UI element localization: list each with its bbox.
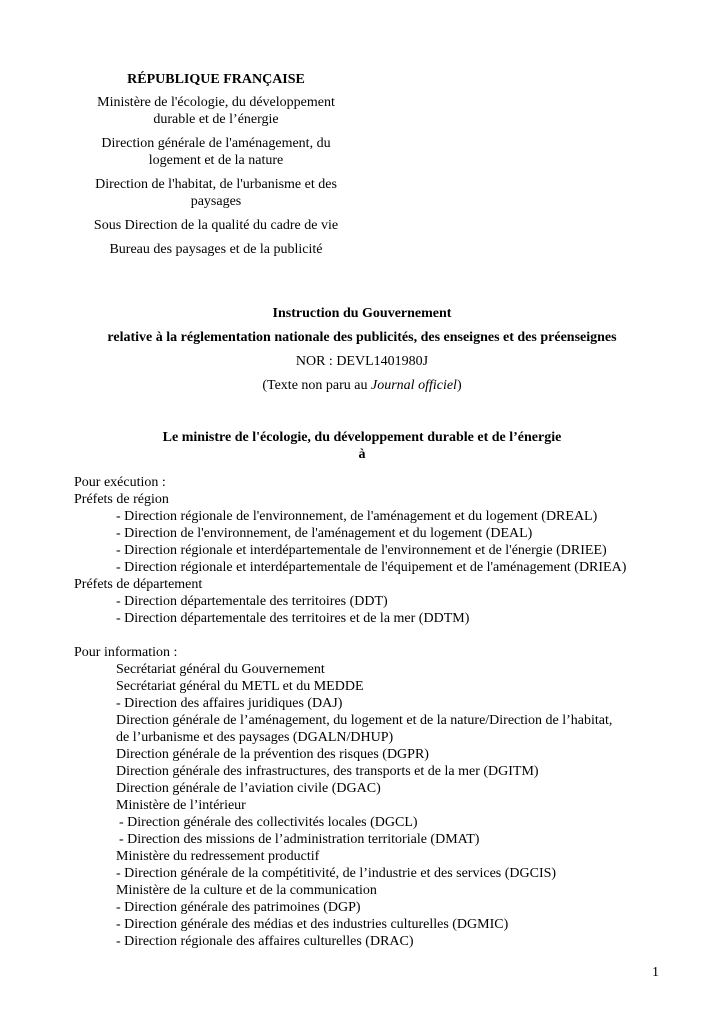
region-prefects-label: Préfets de région [74,492,169,507]
list-item: Ministère de l’intérieur [116,798,246,813]
department-prefects-label: Préfets de département [74,577,203,592]
list-item: Direction générale des infrastructures, des transports et de la mer (DGITM) [116,764,539,779]
page-number: 1 [652,965,659,980]
list-item: - Direction régionale et interdépartementale de l'environnement et de l'énergie (DRIEE) [116,543,607,558]
nor-reference: NOR : DEVL1401980J [295,354,429,369]
republic-title: RÉPUBLIQUE FRANÇAISE [127,72,305,87]
list-item: - Direction des missions de l’administration territoriale (DMAT) [119,832,480,847]
list-item: - Direction régionale et interdépartementale de l'équipement et de l'aménagement (DRIEA) [116,560,627,575]
spacer [74,627,714,644]
ministry-name: Ministère de l'écologie, du développement durable et de l’énergie [97,95,335,127]
list-item: Direction générale de l’aménagement, du logement et de la nature/Direction de l’habitat, [116,713,613,728]
journal-name: Journal officiel [371,378,457,393]
list-item: - Direction régionale de l'environnement, de l'aménagement et du logement (DREAL) [116,509,598,524]
directorate-general: Direction générale de l'aménagement, du logement et de la nature [101,136,331,168]
list-item: Direction générale de l’aviation civile (DGAC) [116,781,381,796]
list-item: de l’urbanisme et des paysages (DGALN/DHUP) [116,730,394,745]
list-item: - Direction régionale des affaires culturelles (DRAC) [116,934,414,949]
instruction-title: Instruction du Gouvernement [272,306,452,321]
list-item: - Direction générale de la compétitivité, de l’industrie et des services (DGCIS) [116,866,557,881]
execution-heading: Pour exécution : [74,475,166,490]
list-item: - Direction départementale des territoires et de la mer (DDTM) [116,611,470,626]
list-item: - Direction générale des médias et des industries culturelles (DGMIC) [116,917,509,932]
list-item: Secrétariat général du METL et du MEDDE [116,679,364,694]
issuer-header [80,71,352,265]
addressee-to: à [358,447,366,462]
list-item: - Direction des affaires juridiques (DAJ) [116,696,343,711]
list-item: - Direction générale des patrimoines (DGP) [116,900,361,915]
publication-note: (Texte non paru au Journal officiel) [262,378,462,393]
list-item: - Direction de l'environnement, de l'aménagement et du logement (DEAL) [116,526,533,541]
list-item: Ministère du redressement productif [116,849,320,864]
bureau: Bureau des paysages et de la publicité [109,242,323,257]
list-item: Ministère de la culture et de la communication [116,883,377,898]
sub-directorate: Sous Direction de la qualité du cadre de vie [93,218,339,233]
list-item: Secrétariat général du Gouvernement [116,662,325,677]
list-item: - Direction départementale des territoires (DDT) [116,594,388,609]
instruction-title-block [40,305,684,394]
list-item: - Direction générale des collectivités locales (DGCL) [119,815,418,830]
directorate: Direction de l'habitat, de l'urbanisme et des paysages [95,177,337,209]
instruction-subject: relative à la réglementation nationale des publicités, des enseignes et des préenseignes [107,330,617,345]
addressee-block [40,429,684,463]
information-heading: Pour information : [74,645,178,660]
minister-line: Le ministre de l'écologie, du développement durable et de l’énergie [162,430,562,445]
distribution-list [74,474,714,950]
list-item: Direction générale de la prévention des risques (DGPR) [116,747,429,762]
